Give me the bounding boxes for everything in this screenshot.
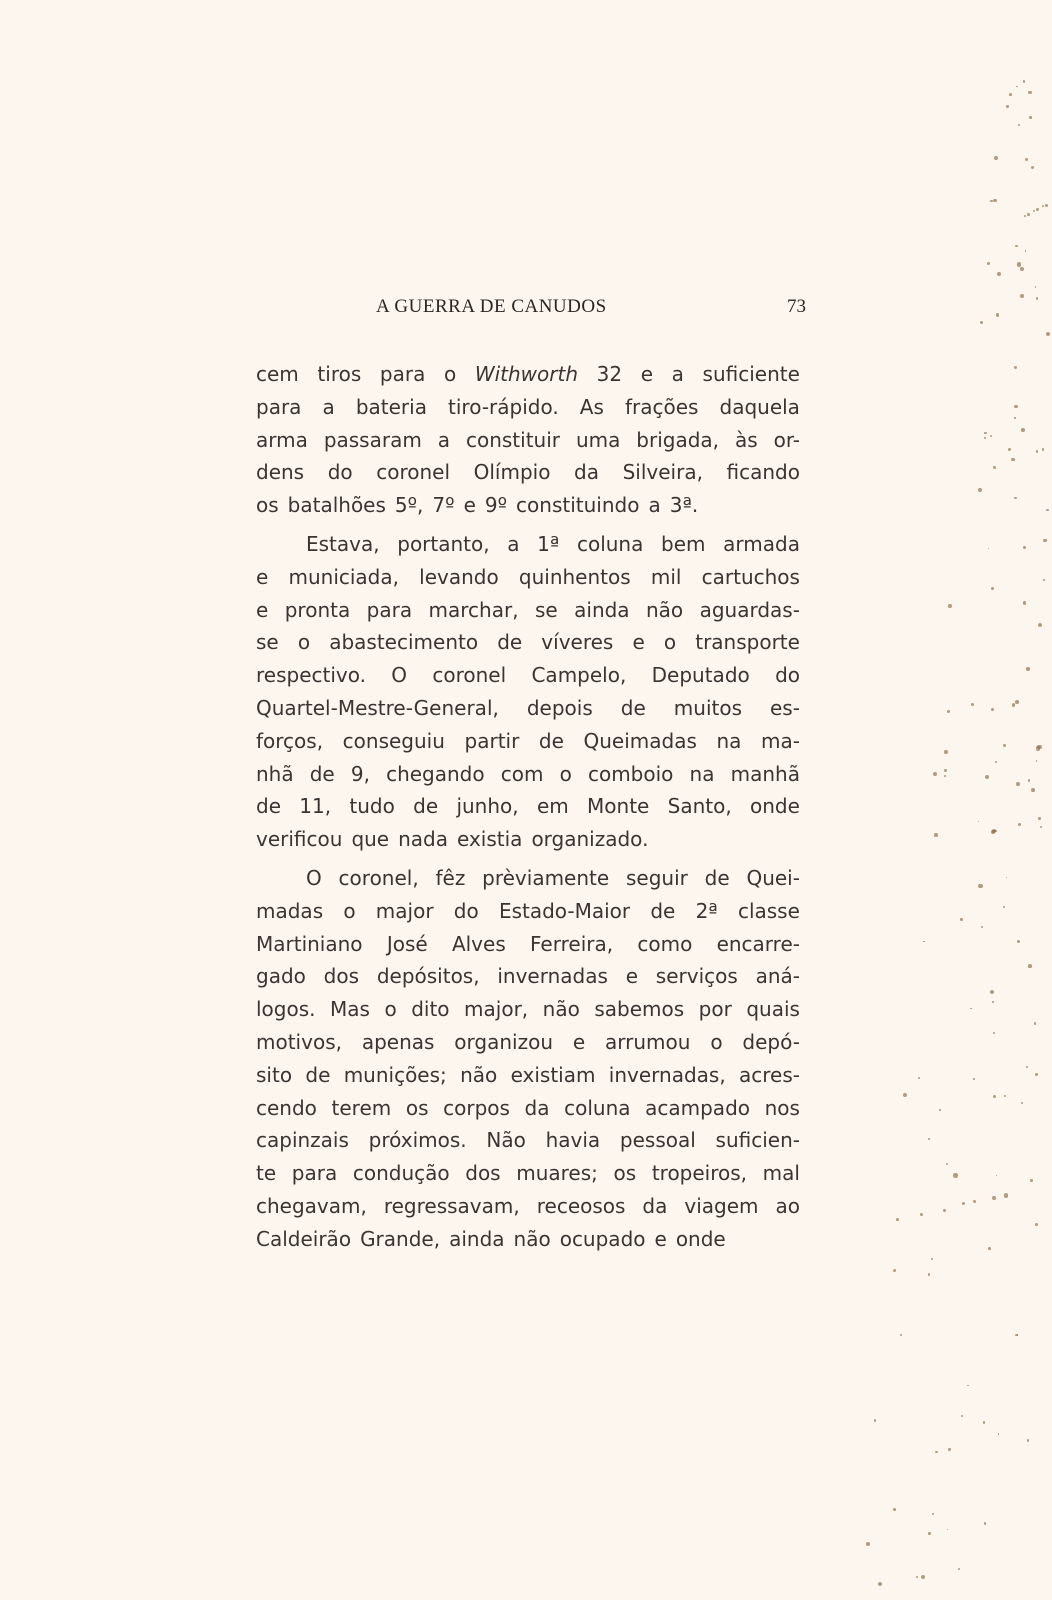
page-number: 73: [787, 296, 806, 317]
text-line: Caldeirão Grande, ainda não ocupado e onde: [256, 1226, 726, 1251]
foxing-speck: [946, 1163, 948, 1165]
foxing-speck: [1046, 332, 1050, 336]
text-line: motivos, apenas organizou e arrumou o depó-: [256, 1029, 800, 1054]
foxing-speck: [970, 1008, 972, 1010]
foxing-speck: [958, 1568, 960, 1570]
foxing-speck: [948, 604, 952, 608]
foxing-speck: [928, 1273, 930, 1275]
text-line: Estava, portanto, a 1ª coluna bem armada: [306, 531, 800, 556]
foxing-speck: [1023, 80, 1026, 83]
foxing-speck: [993, 1095, 997, 1099]
foxing-speck: [1031, 788, 1035, 792]
foxing-speck: [939, 1109, 941, 1111]
foxing-speck: [961, 1415, 963, 1417]
foxing-speck: [987, 262, 990, 265]
foxing-speck: [971, 703, 974, 706]
foxing-speck: [1020, 294, 1024, 298]
foxing-speck: [1015, 700, 1019, 704]
foxing-speck: [1038, 817, 1041, 820]
foxing-speck: [1034, 1022, 1037, 1025]
foxing-speck: [944, 769, 947, 772]
foxing-speck: [1006, 105, 1009, 108]
foxing-speck: [990, 435, 992, 437]
foxing-speck: [933, 772, 937, 776]
foxing-speck: [1042, 205, 1044, 207]
foxing-speck: [990, 200, 992, 202]
foxing-speck: [988, 548, 990, 550]
foxing-speck: [991, 708, 995, 712]
foxing-speck: [1023, 546, 1026, 549]
foxing-speck: [1004, 1095, 1006, 1097]
foxing-speck: [1040, 826, 1042, 828]
foxing-speck: [931, 1258, 933, 1260]
foxing-speck: [992, 1196, 996, 1200]
text-line: respectivo. O coronel Campelo, Deputado do: [256, 663, 800, 688]
foxing-speck: [903, 1093, 907, 1097]
running-head: [376, 296, 806, 326]
foxing-speck: [1014, 366, 1017, 369]
foxing-speck: [878, 1582, 882, 1586]
foxing-speck: [1043, 539, 1046, 542]
foxing-speck: [935, 1451, 938, 1454]
foxing-speck: [1028, 91, 1031, 94]
text-line: para a bateria tiro-rápido. As frações daquela: [256, 394, 800, 419]
foxing-speck: [896, 1218, 899, 1221]
foxing-speck: [1003, 744, 1006, 747]
foxing-speck: [988, 1247, 991, 1250]
foxing-speck: [1016, 86, 1018, 88]
foxing-speck: [984, 437, 986, 439]
text-line: sito de munições; não existiam invernadas, acres-: [256, 1062, 800, 1087]
foxing-speck: [997, 272, 1001, 276]
text-line: de 11, tudo de junho, em Monte Santo, onde: [256, 794, 800, 819]
foxing-speck: [1036, 208, 1039, 211]
foxing-speck: [1024, 215, 1026, 217]
foxing-speck: [973, 1200, 976, 1203]
foxing-speck: [990, 990, 994, 994]
foxing-speck: [1037, 745, 1041, 749]
foxing-speck: [1020, 267, 1024, 271]
foxing-speck: [1033, 210, 1035, 212]
foxing-speck: [1045, 204, 1048, 207]
foxing-speck: [994, 156, 998, 160]
foxing-speck: [984, 1522, 987, 1525]
foxing-speck: [991, 587, 994, 590]
foxing-speck: [998, 1433, 1000, 1435]
text-line: forços, conseguiu partir de Queimadas na ma-: [256, 728, 800, 753]
foxing-speck: [1023, 601, 1027, 605]
foxing-speck: [893, 1269, 896, 1272]
text-line: e pronta para marchar, se ainda não aguardas-: [256, 597, 800, 622]
foxing-speck: [874, 1419, 877, 1422]
foxing-speck: [893, 1508, 896, 1511]
text-line: gado dos depósitos, invernadas e serviços aná-: [256, 964, 800, 989]
paragraph: [256, 528, 800, 856]
foxing-speck: [1042, 448, 1045, 451]
foxing-speck: [984, 432, 986, 434]
foxing-speck: [1015, 1334, 1018, 1337]
foxing-speck: [1006, 877, 1008, 879]
foxing-speck: [1017, 262, 1021, 266]
foxing-speck: [967, 1385, 969, 1387]
foxing-speck: [1016, 782, 1020, 786]
running-title: A GUERRA DE CANUDOS: [376, 296, 607, 317]
text-line: verificou que nada existia organizado.: [256, 827, 649, 852]
foxing-speck: [1003, 906, 1005, 908]
foxing-speck: [1026, 1066, 1028, 1068]
foxing-speck: [1014, 417, 1016, 419]
paragraph: [256, 358, 800, 522]
foxing-speck: [921, 1575, 925, 1579]
foxing-speck: [1035, 286, 1037, 288]
foxing-speck: [934, 833, 938, 837]
foxing-speck: [981, 926, 983, 928]
foxing-speck: [1031, 166, 1034, 169]
foxing-speck: [995, 761, 997, 763]
foxing-speck: [1027, 213, 1030, 216]
text-line: chegavam, regressavam, receosos da viagem ao: [256, 1193, 800, 1218]
foxing-speck: [1035, 1073, 1038, 1076]
foxing-speck: [1018, 124, 1020, 126]
foxing-speck: [1036, 450, 1038, 452]
foxing-speck: [1025, 158, 1028, 161]
foxing-speck: [983, 1421, 985, 1423]
text-line: te para condução dos muares; os tropeiros, mal: [256, 1161, 800, 1186]
foxing-speck: [1043, 579, 1045, 581]
text-line: nhã de 9, chegando com o comboio na manhã: [256, 761, 800, 786]
foxing-speck: [1025, 250, 1027, 252]
foxing-speck: [993, 1032, 995, 1034]
foxing-speck: [962, 1202, 965, 1205]
foxing-speck: [1028, 964, 1032, 968]
foxing-speck: [980, 321, 983, 324]
text-line: e municiada, levando quinhentos mil cartuchos: [256, 564, 800, 589]
foxing-speck: [932, 1513, 934, 1515]
text-line: madas o major do Estado-Maior de 2ª classe: [256, 898, 800, 923]
foxing-speck: [978, 884, 982, 888]
foxing-speck: [978, 821, 980, 823]
paragraph: [256, 862, 800, 1256]
text-line: arma passaram a constituir uma brigada, às or-: [256, 427, 800, 452]
text-line: Martiniano José Alves Ferreira, como encarre-: [256, 931, 800, 956]
text-line: Quartel-Mestre-General, depois de muitos es-: [256, 695, 800, 720]
foxing-speck: [1026, 667, 1029, 670]
foxing-speck: [900, 1334, 902, 1336]
text-line: logos. Mas o dito major, não sabemos por quais: [256, 997, 800, 1022]
foxing-speck: [1004, 1193, 1008, 1197]
text-line: capinzais próximos. Não havia pessoal suficien-: [256, 1128, 800, 1153]
foxing-speck: [996, 313, 1000, 317]
foxing-speck: [1009, 93, 1012, 96]
foxing-speck: [992, 1001, 994, 1003]
foxing-speck: [947, 710, 950, 713]
foxing-speck: [1027, 1439, 1030, 1442]
foxing-speck: [918, 1077, 920, 1079]
foxing-speck: [1029, 116, 1032, 119]
foxing-speck: [1021, 428, 1025, 432]
foxing-speck: [1046, 509, 1049, 512]
foxing-speck: [1008, 448, 1011, 451]
text-line: os batalhões 5º, 7º e 9º constituindo a 3ª.: [256, 493, 699, 518]
text-line: O coronel, fêz prèviamente seguir de Quei-: [306, 865, 800, 890]
foxing-speck: [928, 1532, 931, 1535]
text-line: cem tiros para o Withworth 32 e a suficiente: [256, 362, 800, 386]
foxing-speck: [1036, 760, 1038, 762]
foxing-speck: [1035, 1223, 1038, 1226]
foxing-speck: [1014, 405, 1018, 409]
foxing-speck: [1012, 703, 1016, 707]
foxing-speck: [1011, 458, 1014, 461]
foxing-speck: [923, 941, 925, 943]
foxing-speck: [1017, 940, 1020, 943]
foxing-speck: [1036, 297, 1038, 299]
foxing-speck: [973, 1078, 975, 1080]
foxing-speck: [928, 1138, 930, 1140]
foxing-speck: [978, 488, 982, 492]
foxing-speck: [993, 466, 996, 469]
foxing-speck: [985, 775, 989, 779]
foxing-speck: [1021, 1102, 1023, 1104]
foxing-speck: [1030, 1179, 1033, 1182]
foxing-speck: [1014, 497, 1016, 499]
foxing-speck: [1018, 823, 1021, 826]
foxing-speck: [996, 1175, 998, 1177]
foxing-speck: [920, 1213, 923, 1216]
foxing-speck: [991, 830, 994, 833]
body-text: [256, 358, 800, 1256]
foxing-speck: [943, 1209, 946, 1212]
foxing-speck: [993, 199, 996, 202]
foxing-speck: [948, 1448, 951, 1451]
text-line: se o abastecimento de víveres e o transporte: [256, 630, 800, 655]
foxing-speck: [960, 918, 963, 921]
foxing-speck: [1038, 623, 1042, 627]
foxing-speck: [944, 750, 948, 754]
foxing-speck: [947, 1529, 949, 1531]
foxing-speck: [944, 775, 946, 777]
foxing-speck: [916, 1576, 918, 1578]
foxing-speck: [866, 1542, 870, 1546]
foxing-speck: [994, 830, 996, 832]
text-line: cendo terem os corpos da coluna acampado nos: [256, 1095, 800, 1120]
text-line: dens do coronel Olímpio da Silveira, ficando: [256, 460, 800, 485]
foxing-speck: [1028, 779, 1031, 782]
foxing-speck: [953, 1173, 957, 1177]
foxing-speck: [1015, 245, 1018, 248]
